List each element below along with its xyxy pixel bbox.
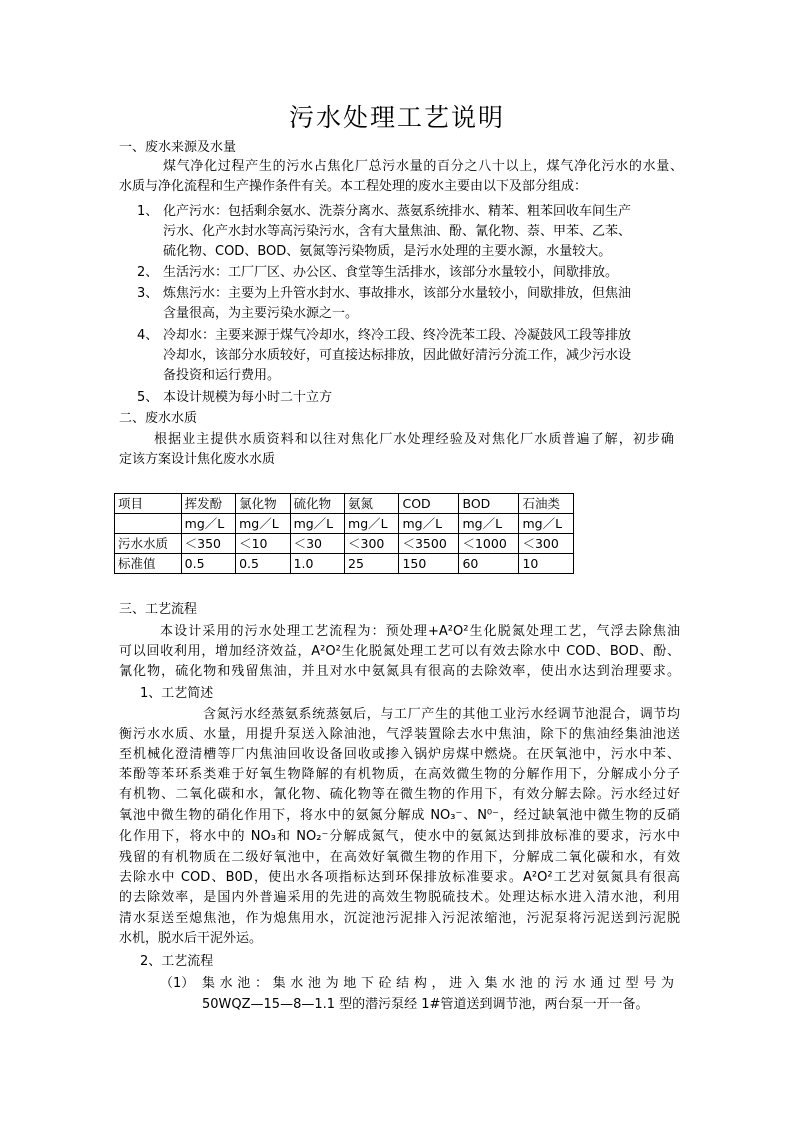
list-item-line: 冷却水，该部分水质较好，可直接达标排放，因此做好清污分流工作，减少污水设 (163, 348, 632, 363)
section-3-heading: 三、工艺流程 (119, 602, 198, 617)
table-cell: 污水水质 (115, 534, 182, 554)
section-1-heading: 一、废水来源及水量 (119, 140, 237, 155)
paragraph-line: 的去除效率，是国内外普遍采用的先进的高效生物脱硫技术。处理达标水进入清水池，利用 (119, 890, 680, 905)
paragraph-line: 清水泵送至熄焦池，作为熄焦用水，沉淀池污泥排入污泥浓缩池，污泥泵将污泥送到污泥脱 (119, 911, 680, 926)
table-cell: mg／L (519, 514, 574, 534)
table-unit-row (115, 514, 574, 534)
table-header-cell: 石油类 (519, 494, 574, 514)
list-marker: 4、 (137, 328, 159, 343)
table-cell: 150 (399, 554, 459, 574)
paragraph-line: 定该方案设计焦化废水水质 (119, 452, 276, 467)
paragraph-line: 有机物、二氧化碳和水，氰化物、硫化物等在微生物的作用下，有效分解去除。污水经过好 (119, 787, 680, 802)
paragraph-line: 苯酚等苯环系类难于好氧生物降解的有机物质，在高效微生物的分解作用下，分解成小分子 (119, 767, 680, 782)
table-header-row (115, 494, 574, 514)
subsection-2-heading: 2、工艺流程 (140, 954, 214, 969)
table-cell: 0.5 (236, 554, 290, 574)
table-cell: mg／L (399, 514, 459, 534)
table-header-cell: 挥发酚 (181, 494, 235, 514)
table-cell: ＜30 (290, 534, 344, 554)
table-cell: mg／L (236, 514, 290, 534)
list-item-line: 集水池：集水池为地下砼结构，进入集水池的污水通过型号为 (202, 976, 674, 991)
paragraph-line: 水机，脱水后干泥外运。 (119, 931, 263, 946)
list-item-line: 污水、化产水封水等高污染污水，含有大量焦油、酚、氰化物、萘、甲苯、乙苯、 (163, 224, 632, 239)
table-cell: ＜300 (519, 534, 574, 554)
paragraph-line: 根据业主提供水质资料和以往对焦化厂水处理经验及对焦化厂水质普遍了解，初步确 (154, 432, 674, 447)
paragraph-line: 可以回收利用，增加经济效益，A²O²生化脱氮处理工艺可以有效去除水中 COD、BOD、酚、 (119, 644, 680, 659)
list-marker: 3、 (137, 286, 159, 301)
table-cell: 1.0 (290, 554, 344, 574)
list-item-line: 生活污水：工厂厂区、办公区、食堂等生活排水，该部分水量较小，间歇排放。 (163, 265, 619, 280)
paragraph-line: 化作用下，将水中的 NO₃和 NO₂⁻分解成氮气，使水中的氨氮达到排放标准的要求，污水中 (119, 829, 680, 844)
table-cell: mg／L (345, 514, 399, 534)
paragraph-line: 氰化物，硫化物和残留焦油，并且对水中氨氮具有很高的去除效率，使出水达到治理要求。 (119, 664, 680, 679)
list-item-line: 化产污水：包括剩余氨水、洗萘分离水、蒸氨系统排水、精苯、粗苯回收车间生产 (163, 204, 632, 219)
paragraph-line: 煤气净化过程产生的污水占焦化厂总污水量的百分之八十以上，煤气净化污水的水量、 (163, 159, 683, 174)
table-cell: ＜350 (181, 534, 235, 554)
paragraph-line: 水质与净化流程和生产操作条件有关。本工程处理的废水主要由以下及部分组成： (119, 179, 588, 194)
table-row (115, 534, 574, 554)
section-2-heading: 二、废水水质 (119, 411, 198, 426)
subsection-1-heading: 1、工艺简述 (140, 686, 214, 701)
paragraph-line: 氧池中微生物的硝化作用下，将水中的氨氮分解成 NO₃⁻、N⁰⁻，经过缺氧池中微生物的反硝 (119, 808, 680, 823)
list-item-line: 备投资和运行费用。 (163, 368, 281, 383)
paragraph-line: 衡污水水质、水量，用提升泵送入除油池，气浮装置除去水中焦油，除下的焦油经集油池送 (119, 727, 680, 742)
paragraph-line: 残留的有机物质在二级好氧池中，在高效好氧微生物的作用下，分解成二氧化碳和水，有效 (119, 850, 680, 865)
table-header-cell: 项目 (115, 494, 182, 514)
table-header-cell: 氨氮 (345, 494, 399, 514)
list-marker: 5、 (137, 390, 159, 405)
table-cell: mg／L (459, 514, 519, 534)
paragraph-line: 去除水中 COD、B0D，使出水各项指标达到环保排放标准要求。A²O²工艺对氨氮具有很高 (119, 870, 680, 885)
paragraph-line: 至机械化澄清槽等厂内焦油回收设备回收或掺入锅炉房煤中燃烧。在厌氧池中，污水中苯、 (119, 747, 680, 762)
table-cell: mg／L (290, 514, 344, 534)
list-item-line: 冷却水：主要来源于煤气冷却水，终冷工段、终冷洗苯工段、冷凝鼓风工段等排放 (163, 328, 632, 343)
table-cell: 标准值 (115, 554, 182, 574)
list-item-line: 50WQZ—15—8—1.1 型的潜污泵经 1#管道送到调节池，两台泵一开一备。 (202, 997, 649, 1012)
table-header-cell: 硫化物 (290, 494, 344, 514)
table-row (115, 554, 574, 574)
list-marker: 1、 (137, 204, 159, 219)
list-marker: （1） (160, 976, 195, 991)
table-cell: ＜300 (345, 534, 399, 554)
table-cell: 60 (459, 554, 519, 574)
list-item-line: 本设计规模为每小时二十立方 (163, 390, 333, 405)
table-cell: ＜3500 (399, 534, 459, 554)
table-cell: ＜1000 (459, 534, 519, 554)
document-title: 污水处理工艺说明 (288, 103, 505, 132)
paragraph-line: 含氮污水经蒸氨系统蒸氨后，与工厂产生的其他工业污水经调节池混合，调节均 (203, 707, 680, 722)
list-item-line: 硫化物、COD、BOD、氨氮等污染物质，是污水处理的主要水源，水量较大。 (163, 244, 612, 259)
table-cell: 0.5 (181, 554, 235, 574)
table-header-cell: COD (399, 494, 459, 514)
table-cell (115, 514, 182, 534)
table-cell: mg／L (181, 514, 235, 534)
water-quality-table (114, 493, 574, 574)
list-item-line: 含量很高，为主要污染水源之一。 (163, 306, 359, 321)
table-cell: 25 (345, 554, 399, 574)
table-header-cell: 氯化物 (236, 494, 290, 514)
table-cell: 10 (519, 554, 574, 574)
list-marker: 2、 (137, 265, 159, 280)
list-item-line: 炼焦污水：主要为上升管水封水、事故排水，该部分水量较小，间歇排放，但焦油 (163, 286, 632, 301)
paragraph-line: 本设计采用的污水处理工艺流程为：预处理+A²O²生化脱氮处理工艺，气浮去除焦油 (160, 624, 680, 639)
table-header-cell: BOD (459, 494, 519, 514)
table-cell: ＜10 (236, 534, 290, 554)
